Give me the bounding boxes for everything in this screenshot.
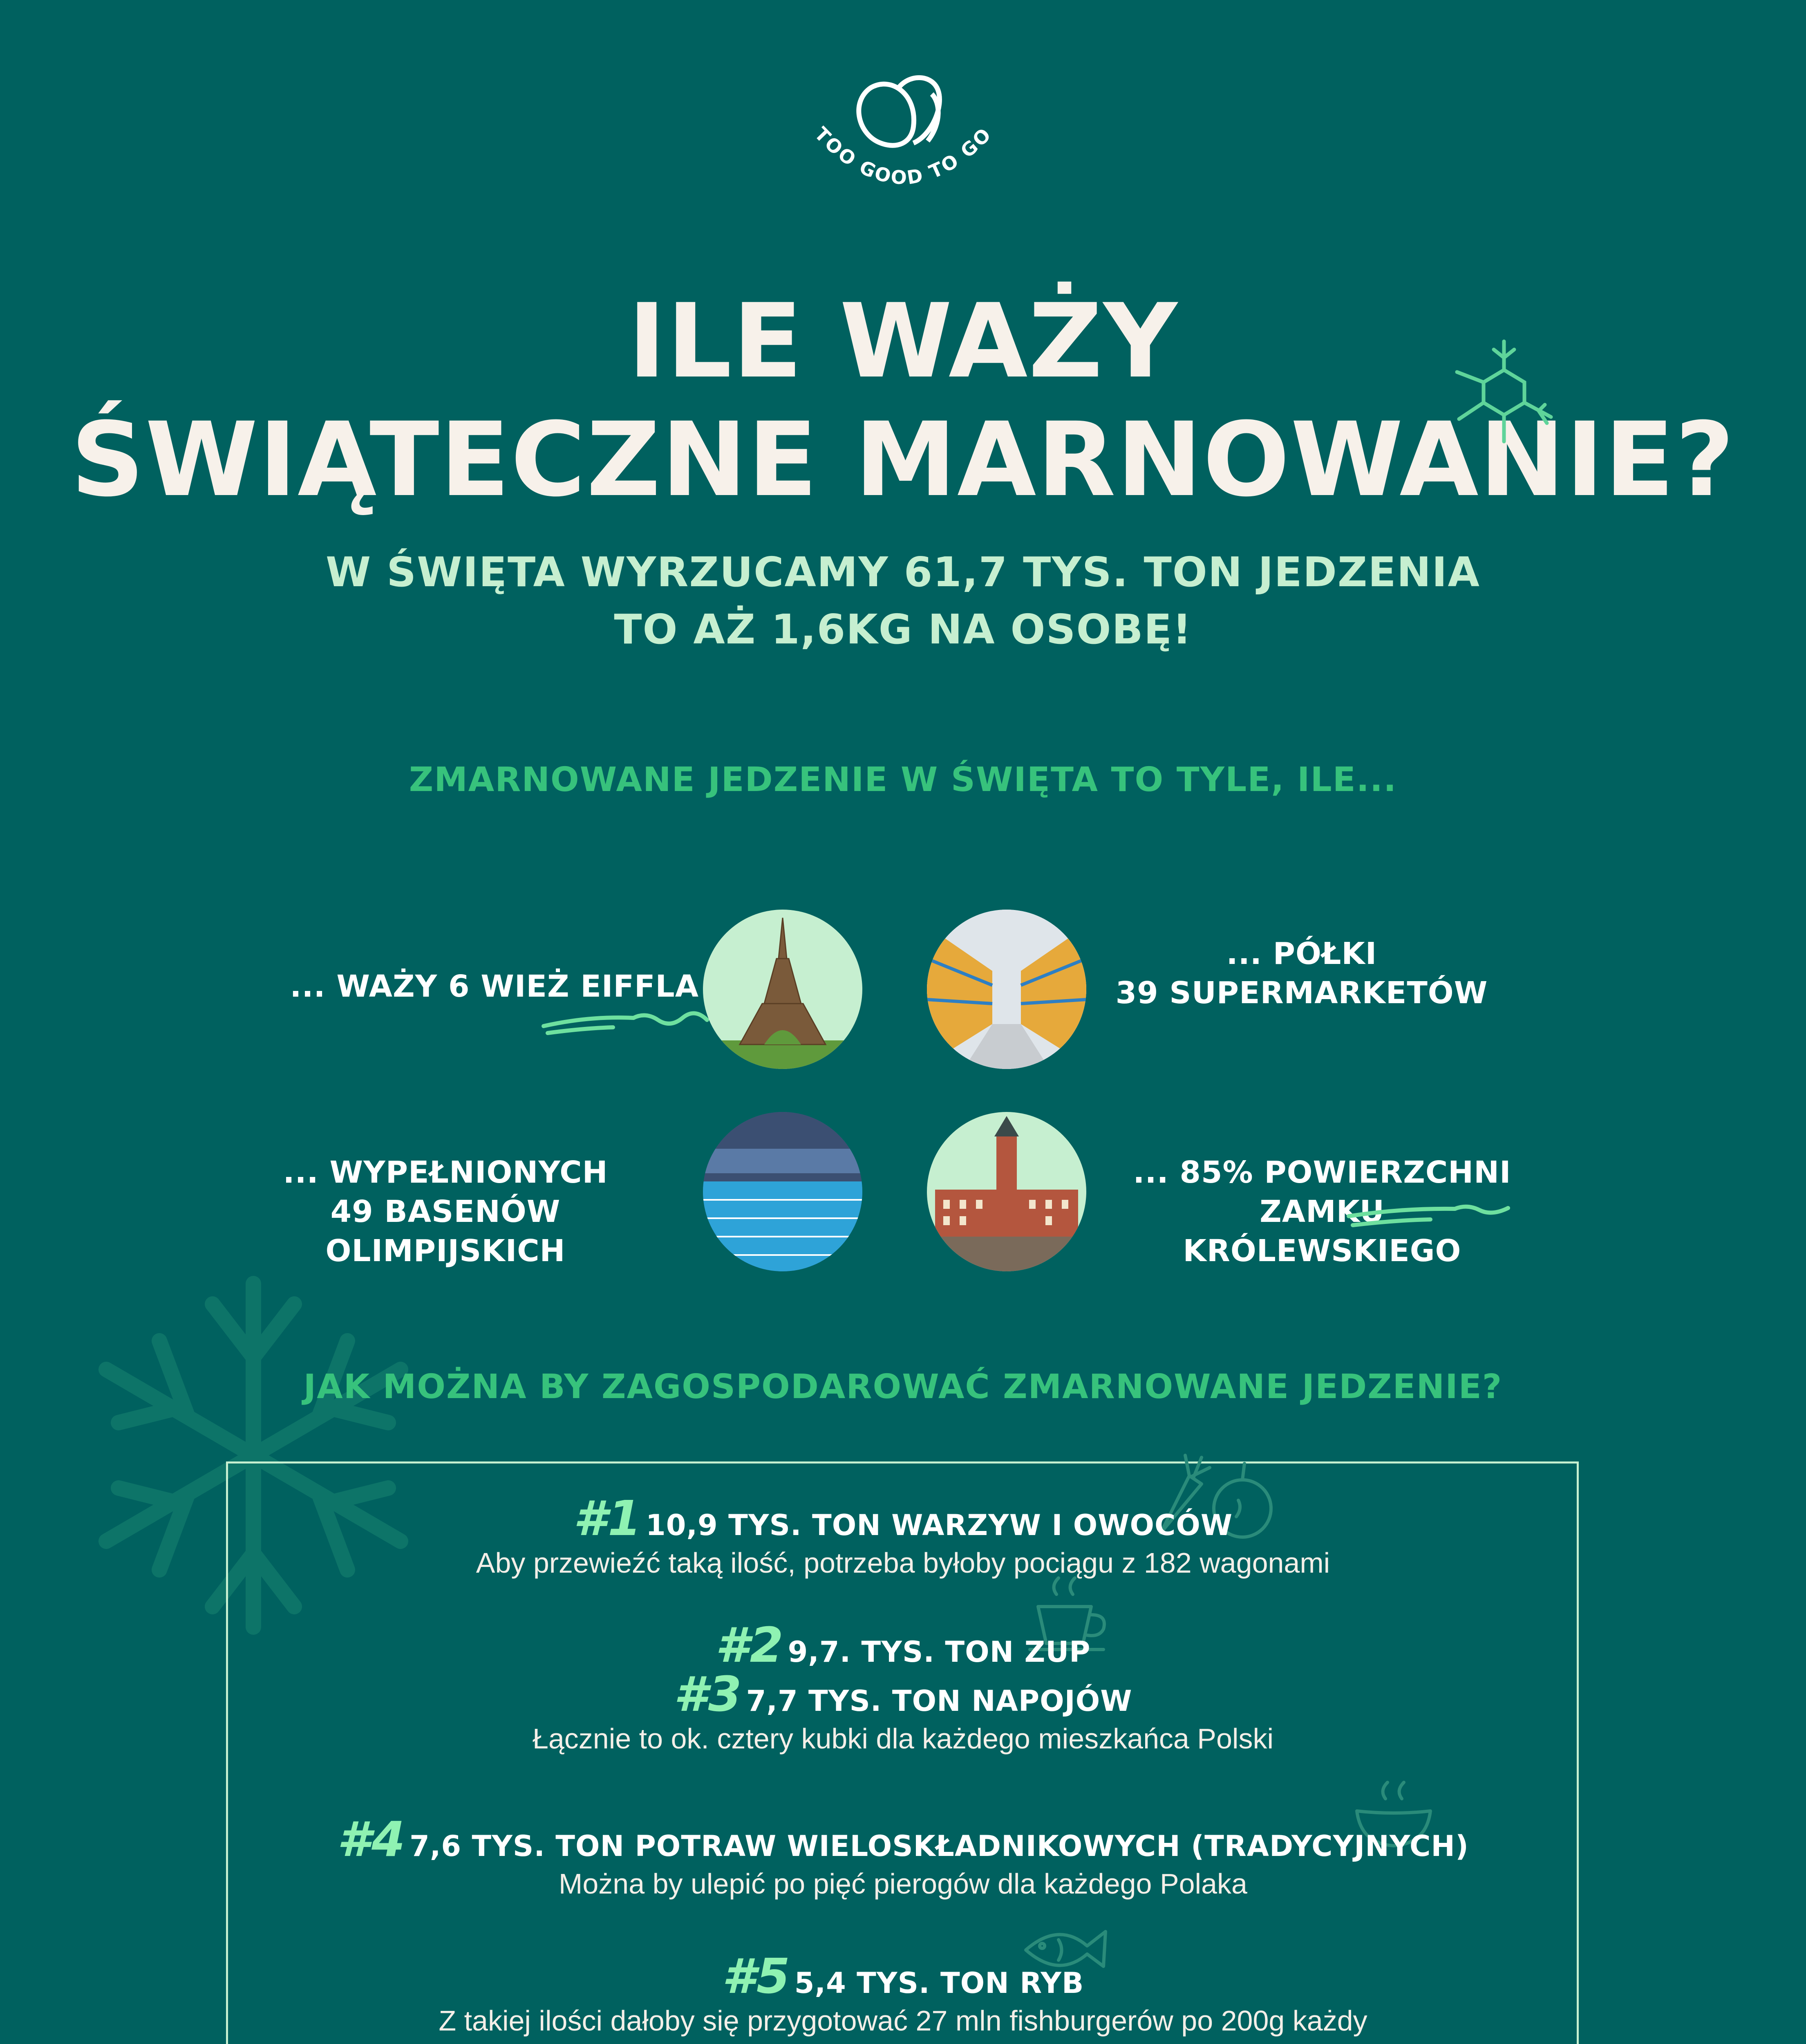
title-line-1: ILE WAŻY [628,282,1178,401]
rank-label: #5 [722,1948,791,2004]
subtitle-line-1: W ŚWIĘTA WYRZUCAMY 61,7 TYS. TON JEDZENIA [326,548,1480,596]
olympic-pool-photo [703,1112,862,1271]
comparison-pool-line-1: ... WYPEŁNIONYCH [283,1155,608,1190]
comparison-heading: ZMARNOWANE JEDZENIE W ŚWIĘTA TO TYLE, ILE... [409,760,1397,799]
item-description: Można by ulepić po pięć pierogów dla każdego Polaka [559,1868,1247,1900]
brand-logo [809,65,997,213]
rank-label: #3 [674,1666,743,1722]
subtitle [0,544,1806,658]
ranking-item-5 [0,1948,1806,2037]
ranking-item-2 [0,1617,1806,1673]
item-headline: 9,7. TYS. TON ZUP [788,1635,1091,1669]
comparison-supermarket-line-2: 39 SUPERMARKETÓW [1115,975,1488,1011]
comparison-supermarket-line-1: ... PÓŁKI [1226,936,1377,971]
comparison-eiffel-text [286,967,699,1006]
comparison-pool-line-2: 49 BASENÓW OLIMPIJSKICH [325,1194,566,1269]
eiffel-tower-photo [703,910,862,1069]
item-description: Z takiej ilości dałoby się przygotować 27 mln fishburgerów po 200g każdy [439,2005,1367,2037]
supermarket-aisle-photo [927,910,1086,1069]
item-headline: 7,7 TYS. TON NAPOJÓW [746,1684,1132,1718]
svg-text:TOO GOOD TO GO: TOO GOOD TO GO [810,123,996,189]
comparison-supermarket-text [1095,934,1508,1013]
royal-castle-photo [927,1112,1086,1271]
item-headline: 10,9 TYS. TON WARZYW I OWOCÓW [646,1508,1233,1542]
usage-heading: JAK MOŻNA BY ZAGOSPODAROWAĆ ZMARNOWANE JEDZENIE? [303,1367,1503,1406]
item-headline: 5,4 TYS. TON RYB [794,1966,1084,2000]
comparison-eiffel-label: ... WAŻY 6 WIEŻ EIFFLA [290,969,699,1004]
underline-squiggle-icon [1345,1200,1512,1233]
title-line-2: ŚWIĄTECZNE MARNOWANIE? [71,400,1735,519]
underline-squiggle-icon [539,1004,711,1036]
comparison-pool-text [229,1153,662,1271]
comparison-castle-line-2: ZAMKU KRÓLEWSKIEGO [1183,1194,1461,1269]
logo-wordmark [809,114,997,213]
rank-label: #2 [715,1617,784,1673]
snowflake-icon [1447,335,1561,450]
ranking-item-3 [0,1666,1806,1755]
subtitle-line-2: TO AŻ 1,6KG NA OSOBĘ! [614,605,1192,653]
item-headline: 7,6 TYS. TON POTRAW WIELOSKŁADNIKOWYCH (TRADYCYJNYCH) [410,1829,1469,1863]
item-description: Aby przewieźć taką ilość, potrzeba byłoby pociągu z 182 wagonami [476,1547,1330,1579]
ranking-item-4 [0,1811,1806,1900]
comparison-castle-line-1: ... 85% POWIERZCHNI [1133,1155,1511,1190]
item-description: Łącznie to ok. cztery kubki dla każdego mieszkańca Polski [532,1723,1274,1755]
rank-label: #4 [337,1811,406,1867]
ranking-item-1 [0,1490,1806,1579]
rank-label: #1 [573,1490,642,1546]
